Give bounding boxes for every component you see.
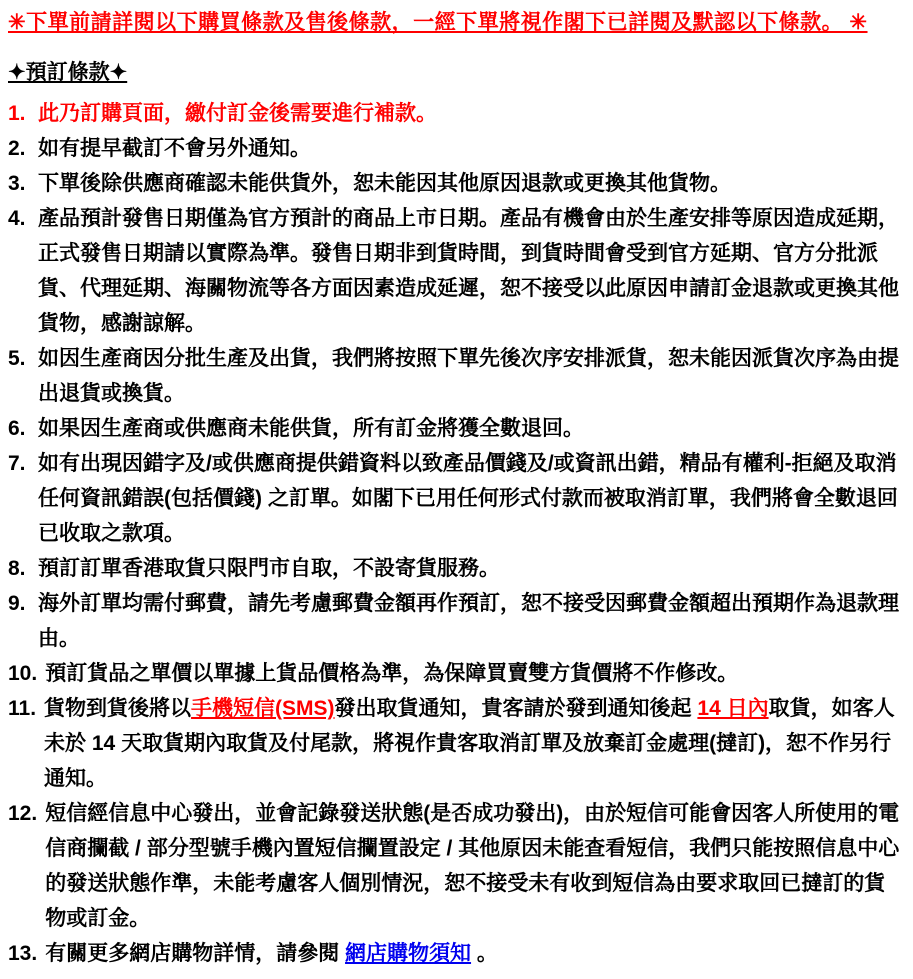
term-item-13 <box>8 936 903 971</box>
term-text <box>45 656 903 691</box>
term-segment: 有關更多網店購物詳情，請參閱 <box>45 942 346 965</box>
term-number: 4. <box>8 207 26 230</box>
term-segment: 如果因生產商或供應商未能供貨，所有訂金將獲全數退回。 <box>38 417 584 440</box>
terms-list <box>8 96 903 971</box>
term-text <box>38 96 903 131</box>
term-text <box>45 936 903 971</box>
term-number: 3. <box>8 172 26 195</box>
highlighted-red-text: 手機短信(SMS) <box>191 697 335 720</box>
term-number: 12. <box>8 802 38 825</box>
term-text <box>38 411 903 446</box>
term-number: 5. <box>8 347 26 370</box>
term-number: 6. <box>8 417 26 440</box>
term-segment: 。 <box>471 942 498 965</box>
term-text <box>38 551 903 586</box>
term-segment: 預訂貨品之單價以單據上貨品價格為準，為保障買賣雙方貨價將不作修改。 <box>45 662 739 685</box>
term-number: 13. <box>8 942 38 965</box>
term-item-8 <box>8 551 903 586</box>
term-item-7 <box>8 446 903 551</box>
term-segment: 如因生產商因分批生產及出貨，我們將按照下單先後次序安排派貨，恕未能因派貨次序為由提出退貨或換貨。 <box>38 347 899 405</box>
term-number: 9. <box>8 592 26 615</box>
term-item-11 <box>8 691 903 796</box>
term-number: 10. <box>8 662 38 685</box>
term-item-6 <box>8 411 903 446</box>
term-number: 11. <box>8 697 37 720</box>
term-text <box>44 691 903 796</box>
term-segment: 如有出現因錯字及/或供應商提供錯資料以致產品價錢及/或資訊出錯，精品有權利-拒絕及取消任何資訊錯誤(包括價錢) 之訂單。如閣下已用任何形式付款而被取消訂單，我們將會全數退回已收取之款項。 <box>38 452 898 545</box>
term-item-5 <box>8 341 903 411</box>
term-text <box>38 341 903 411</box>
term-segment: 預訂訂單香港取貨只限門市自取，不設寄貨服務。 <box>38 557 500 580</box>
term-segment: 如有提早截訂不會另外通知。 <box>38 137 311 160</box>
term-segment: 短信經信息中心發出，並會記錄發送狀態(是否成功發出)，由於短信可能會因客人所使用的電信商攔截 / 部分型號手機內置短信攔置設定 / 其他原因未能查看短信，我們只能按照信息中心的發送狀態作準，未能考慮客人個別情況，恕不接受未有收到短信為由要求取回已撻訂的貨物或訂金。 <box>45 802 900 930</box>
preorder-terms-heading: ✦預訂條款✦ <box>8 61 128 84</box>
term-item-10 <box>8 656 903 691</box>
term-segment: 發出取貨通知，貴客請於發到通知後起 <box>334 697 698 720</box>
term-number: 1. <box>8 102 26 125</box>
term-text <box>38 131 903 166</box>
highlighted-red-text: 14 日內 <box>697 697 769 720</box>
term-number: 7. <box>8 452 26 475</box>
term-text <box>38 166 903 201</box>
term-segment: 此乃訂購頁面，繳付訂金後需要進行補款。 <box>38 102 437 125</box>
store-shopping-guide-link[interactable]: 網店購物須知 <box>345 942 472 965</box>
term-item-4 <box>8 201 903 341</box>
term-item-3 <box>8 166 903 201</box>
term-segment: 海外訂單均需付郵費，請先考慮郵費金額再作預訂，恕不接受因郵費金額超出預期作為退款理由。 <box>38 592 899 650</box>
term-number: 8. <box>8 557 26 580</box>
term-item-9 <box>8 586 903 656</box>
term-segment: 貨物到貨後將以 <box>44 697 192 720</box>
term-segment: 產品預計發售日期僅為官方預計的商品上市日期。產品有機會由於生產安排等原因造成延期，正式發售日期請以實際為準。發售日期非到貨時間，到貨時間會受到官方延期、官方分批派貨、代理延期、海關物流等各方面因素造成延遲，恕不接受以此原因申請訂金退款或更換其他貨物，感謝諒解。 <box>38 207 899 335</box>
term-text <box>38 586 903 656</box>
term-text <box>38 201 903 341</box>
term-segment: 下單後除供應商確認未能供貨外，恕未能因其他原因退款或更換其他貨物。 <box>38 172 731 195</box>
term-segment: 取貨，如客人未於 14 天取貨期內取貨及付尾款，將視作貴客取消訂單及放棄訂金處理(撻訂)，恕不作另行通知。 <box>44 697 895 790</box>
term-text <box>38 446 903 551</box>
purchase-notice-banner: ✳下單前請詳閱以下購買條款及售後條款，一經下單將視作閣下已詳閱及默認以下條款。 ✳ <box>8 11 868 34</box>
term-item-2 <box>8 131 903 166</box>
term-item-12 <box>8 796 903 936</box>
term-text <box>45 796 903 936</box>
term-item-1 <box>8 96 903 131</box>
term-number: 2. <box>8 137 26 160</box>
